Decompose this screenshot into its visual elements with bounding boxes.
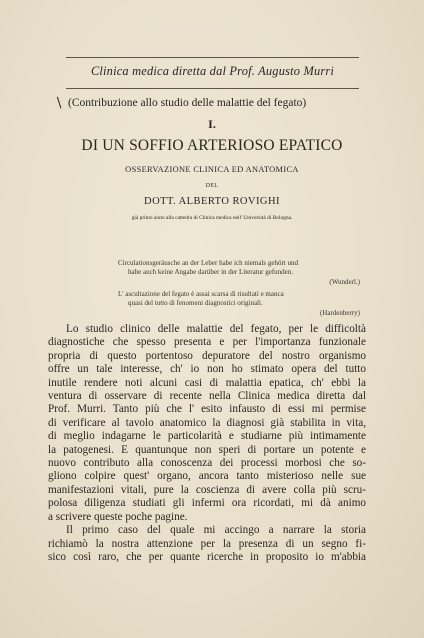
text-line: Prof. Murri. Tanto più che l' esito infausto di essi mi permise xyxy=(48,403,366,416)
text-line: di meglio indagarne le particolarità e studiarne più intimamente xyxy=(48,430,366,443)
byline-prefix: DEL xyxy=(205,183,219,189)
header-rule-top xyxy=(66,57,359,58)
epigraph-source: (Hardenberry) xyxy=(319,308,360,317)
text-line: ventura di osservare di recente nella Clinica medica diretta dal xyxy=(48,390,366,403)
epigraph-line: Circulationsgeräusche an der Leber habe ich niemals gehört und xyxy=(118,259,298,267)
text-line: di verificare al tavolo anatomico la diagnosi già stabilita in vita, xyxy=(48,416,366,429)
text-line: diagnostiche che spesso presenta e per l'importanza funzionale xyxy=(48,336,366,349)
paragraph xyxy=(48,524,366,564)
text-line: polosa diligenza studiati gli infermi ora ricordati, mi dà animo xyxy=(48,497,366,510)
text-line: Il primo caso del quale mi accingo a narrare la storia xyxy=(66,524,366,537)
text-line: manifestazioni vitali, pure la coscienza di avere colla più scru- xyxy=(48,483,366,496)
text-line: inutile rendere noti alcuni casi di malattia epatica, ch' ebbi la xyxy=(48,376,366,389)
part-numeral: I. xyxy=(208,117,216,131)
text-line: Lo studio clinico delle malattie del fegato, per le difficoltà xyxy=(66,323,366,335)
text-line: nuovo contributo alla conoscenza dei processi morbosi che so- xyxy=(48,457,366,470)
epigraph-line: habe auch keine Angabe darüber in der Literatur gefunden. xyxy=(128,268,294,277)
epigraph-source: (Wunderl.) xyxy=(329,277,360,286)
header-rule-bottom xyxy=(66,88,359,89)
text-line: a scrivere queste poche pagine. xyxy=(48,510,188,523)
clinic-header: Clinica medica diretta dal Prof. Augusto Murri xyxy=(90,64,335,78)
paragraph xyxy=(48,323,366,524)
text-line: sico così raro, che per quante ricerche in proposito io m'abbia xyxy=(48,550,366,563)
body-text xyxy=(48,323,366,564)
epigraph xyxy=(118,290,360,318)
observation-subtitle: OSSERVAZIONE CLINICA ED ANATOMICA xyxy=(125,165,299,174)
text-line: offre un tale interesse, ch' io non ho stimato opera del tutto xyxy=(48,363,366,376)
article-title: DI UN SOFFIO ARTERIOSO EPATICO xyxy=(81,137,343,154)
text-line: richiamò la nostra attenzione per la presenza di un segno fi- xyxy=(48,537,366,550)
pencil-mark-icon: / xyxy=(52,95,66,111)
author-name: DOTT. ALBERTO ROVIGHI xyxy=(144,196,280,207)
text-line: propria di questo portentoso depuratore del nostro organismo xyxy=(48,349,366,362)
text-line: gliono colpire quest' organo, ancora tanto misterioso nelle sue xyxy=(48,470,366,483)
text-line: la patogenesi. E quantunque non speri di portare un potente e xyxy=(48,443,366,456)
epigraph-line: quasi del tutto di fenomeni diagnostici originali. xyxy=(128,299,263,308)
epigraph-line: L' ascultazione del fegato è assai scarsa di risultati e manca xyxy=(118,290,284,298)
epigraph xyxy=(118,259,360,287)
author-affiliation: già primo aiuto alla cattedra di Clinica medica nell' Università di Bologna. xyxy=(131,215,293,221)
series-subtitle: (Contribuzione allo studio delle malattie del fegato) xyxy=(68,97,307,109)
